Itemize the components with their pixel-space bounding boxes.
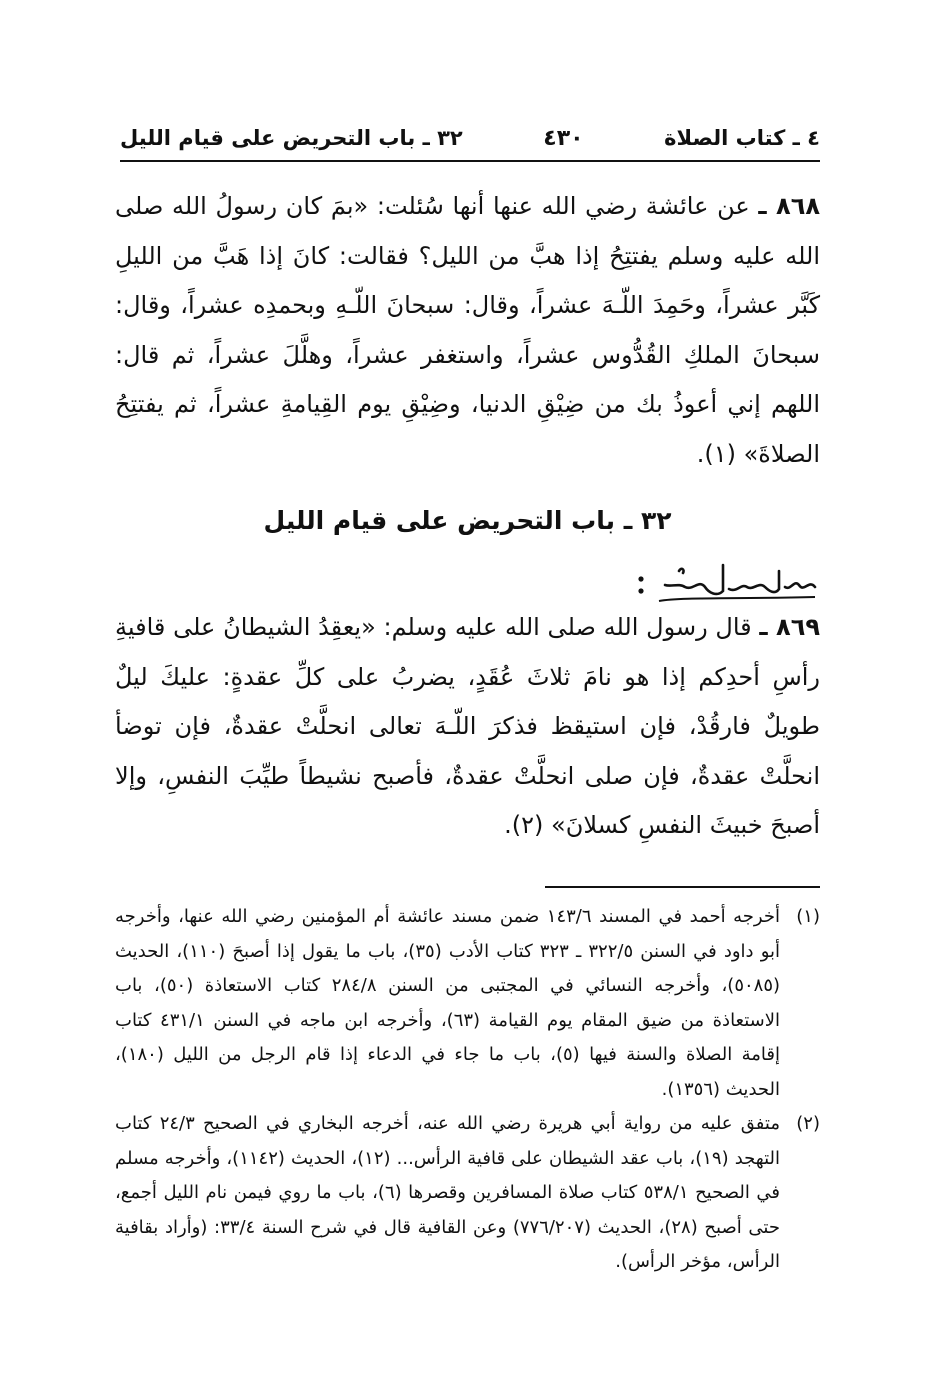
header-page-number: ٤٣٠ [543, 125, 584, 151]
hadith-text: قال رسول الله صلى الله عليه وسلم: «يعقِدُ الشيطانُ على قافيةِ رأسِ أحدِكم إذا هو نامَ ثلاثَ عُقَدٍ، يضربُ على كلِّ عقدةٍ: عليكَ ليلٌ طويلٌ فارقُدْ، فإن استيقظ فذكرَ اللّـهَ تعالى انحلَّتْ عقدةٌ، فإن توضأ انحلَّتْ عقدةٌ، فإن صلى انحلَّتْ عقدةٌ، فأصبح نشيطاً طيِّبَ النفسِ، وإلا أصبحَ خبيثَ النفسِ كسلانَ» [115, 613, 820, 839]
footnote-item [115, 900, 820, 1107]
header-chapter: ٤ ـ كتاب الصلاة [664, 126, 820, 150]
footnote-ref: (١). [696, 439, 736, 468]
running-header [120, 118, 820, 158]
header-section: ٣٢ ـ باب التحريض على قيام الليل [120, 126, 463, 150]
footnote-ref: (٢). [504, 811, 544, 839]
footnote-text: متفق عليه من رواية أبي هريرة رضي الله عنه، أخرجه البخاري في الصحيح ٢٤/٣ كتاب التهجد (١٩)، باب عقد الشيطان على قافية الرأس... (١٢)، الحديث (١١٤٢)، وأخرجه مسلم في الصحيح ٥٣٨/١ كتاب صلاة المسافرين وقصرها (٦)، باب ما روي فيمن نام الليل أجمع، حتى أصبح (٢٨)، الحديث (٧٧٦/٢٠٧) وعن القافية قال في شرح السنة ٣٣/٤: (وأراد بقافية الرأس، مؤخر الرأس). [115, 1113, 780, 1272]
footnote-item [115, 1107, 820, 1280]
hadith-869 [115, 603, 820, 851]
footnotes [115, 900, 820, 1280]
hadith-868 [115, 182, 820, 479]
handwritten-label [619, 557, 819, 607]
footnote-marker: (١) [796, 906, 820, 927]
header-rule [120, 160, 820, 162]
hadith-number: ٨٦٩ ـ [759, 613, 820, 641]
hadith-text: عن عائشة رضي الله عنها أنها سُئلت: «بمَ كان رسولُ الله صلى الله عليه وسلم يفتتِحُ إذا هبَّ من الليل؟ فقالت: كانَ إذا هَبَّ من الليلِ كَبَّر عشراً، وحَمِدَ اللّـهَ عشراً، وقال: سبحانَ اللّـهِ وبحمدِه عشراً، وقال: سبحانَ الملكِ القُدُّوس عشراً، واستغفر عشراً، وهلَّلَ عشراً، ثم قال: اللهم إني أعوذُ بك من ضِيْقِ الدنيا، وضِيْقِ يوم القِيامةِ عشراً، ثم يفتتِحُ الصلاةَ» [115, 192, 820, 468]
hadith-number: ٨٦٨ ـ [758, 192, 820, 220]
section-title: ٣٢ ـ باب التحريض على قيام الليل [263, 506, 672, 535]
footnote-rule [545, 886, 820, 888]
footnote-marker: (٢) [796, 1113, 820, 1134]
footnote-text: أخرجه أحمد في المسند ١٤٣/٦ ضمن مسند عائشة أم المؤمنين رضي الله عنها، وأخرجه أبو داود في السنن ٣٢٢/٥ ـ ٣٢٣ كتاب الأدب (٣٥)، باب ما يقول إذا أصبحَ (١١٠)، الحديث (٥٠٨٥)، وأخرجه النسائي في المجتبى من السنن ٢٨٤/٨ كتاب الاستعاذة (٥٠)، باب الاستعاذة من ضيق المقام يوم القيامة (٦٣)، وأخرجه ابن ماجه في السنن ٤٣١/١ كتاب إقامة الصلاة والسنة فيها (٥)، باب ما جاء في الدعاء إذا قام الرجل من الليل (١٨٠)، الحديث (١٣٥٦). [115, 906, 781, 1100]
